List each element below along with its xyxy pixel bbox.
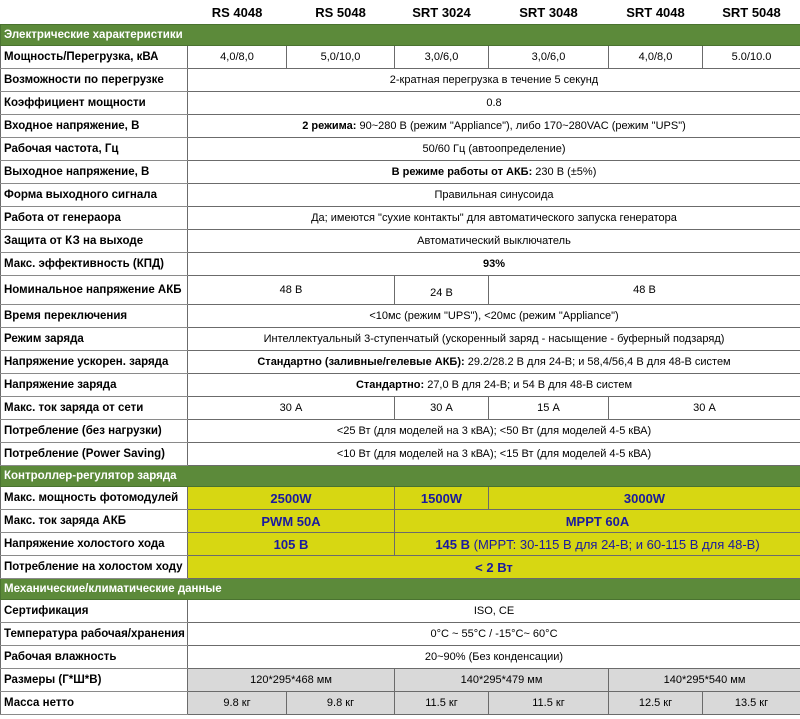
cell-value: 30 А — [395, 397, 489, 420]
row-label: Макс. ток заряда от сети — [1, 397, 188, 420]
table-row — [1, 184, 800, 207]
cell-value: Автоматический выключатель — [188, 230, 800, 253]
table-row — [1, 207, 800, 230]
table-row — [1, 556, 800, 579]
row-label: Возможности по перегрузке — [1, 69, 188, 92]
header-blank — [1, 0, 188, 25]
cell-value: 13.5 кг — [703, 692, 800, 715]
cell-value: 2500W — [188, 487, 395, 510]
cell-value-text: 90~280 В (режим "Appliance"), либо 170~280VAC (режим "UPS") — [356, 120, 686, 132]
cell-value: 9.8 кг — [188, 692, 287, 715]
cell-value: 0.8 — [188, 92, 800, 115]
table-row — [1, 46, 800, 69]
model-header-row — [1, 0, 800, 25]
model-header: SRT 3024 — [395, 0, 489, 25]
table-row — [1, 69, 800, 92]
cell-value: 50/60 Гц (автоопределение) — [188, 138, 800, 161]
cell-value-text: 29.2/28.2 В для 24-В; и 58,4/56,4 В для 48-В систем — [464, 356, 731, 368]
section-title: Механические/климатические данные — [1, 579, 800, 600]
row-label: Режим заряда — [1, 328, 188, 351]
table-row — [1, 669, 800, 692]
cell-value: 15 А — [489, 397, 609, 420]
cell-value: 24 В — [395, 276, 489, 305]
section-header-mechanical — [1, 579, 800, 600]
cell-value: 30 А — [609, 397, 800, 420]
row-label: Напряжение заряда — [1, 374, 188, 397]
table-row — [1, 420, 800, 443]
cell-value-bold: Стандартно: — [355, 379, 425, 391]
table-row — [1, 443, 800, 466]
cell-value: 105 В — [188, 533, 395, 556]
cell-value: 2-кратная перегрузка в течение 5 секунд — [188, 69, 800, 92]
model-header: RS 4048 — [188, 0, 287, 25]
cell-value-text: 230 В (±5%) — [532, 166, 597, 178]
cell-value: 11.5 кг — [489, 692, 609, 715]
cell-value: 30 А — [188, 397, 395, 420]
cell-value: <10 Вт (для моделей на 3 кВА); <15 Вт (для моделей 4-5 кВА) — [188, 443, 800, 466]
table-row — [1, 600, 800, 623]
cell-value: Да; имеются "сухие контакты" для автоматического запуска генератора — [188, 207, 800, 230]
table-row — [1, 397, 800, 420]
cell-value: < 2 Вт — [188, 556, 800, 579]
cell-value-bold: Стандартно (заливные/гелевые АКБ): — [257, 356, 465, 368]
row-label: Температура рабочая/хранения — [1, 623, 188, 646]
cell-value: PWM 50A — [188, 510, 395, 533]
table-row — [1, 374, 800, 397]
table-row — [1, 692, 800, 715]
cell-value: 4,0/8,0 — [188, 46, 287, 69]
row-label: Выходное напряжение, В — [1, 161, 188, 184]
row-label: Макс. ток заряда АКБ — [1, 510, 188, 533]
cell-value-bold: 145 В — [435, 536, 471, 552]
row-label: Сертификация — [1, 600, 188, 623]
row-label: Работа от генераора — [1, 207, 188, 230]
cell-value-note: (MPPT: 30-115 В для 24-В; и 60-115 В для 48-В) — [470, 536, 760, 552]
cell-value: 12.5 кг — [609, 692, 703, 715]
row-label: Напряжение холостого хода — [1, 533, 188, 556]
cell-value-text: 27,0 В для 24-В; и 54 В для 48-В систем — [424, 379, 633, 391]
row-label: Масса нетто — [1, 692, 188, 715]
cell-value: 3,0/6,0 — [489, 46, 609, 69]
cell-value: Правильная синусоида — [188, 184, 800, 207]
row-label: Форма выходного сигнала — [1, 184, 188, 207]
cell-value — [395, 533, 800, 556]
row-label: Номинальное напряжение АКБ — [1, 276, 188, 305]
model-header: SRT 5048 — [703, 0, 800, 25]
cell-value — [188, 374, 800, 397]
section-title: Электрические характеристики — [1, 25, 800, 46]
model-header: RS 5048 — [287, 0, 395, 25]
table-row — [1, 510, 800, 533]
row-label: Время переключения — [1, 305, 188, 328]
cell-value: MPPT 60A — [395, 510, 800, 533]
cell-value: 5,0/10,0 — [287, 46, 395, 69]
table-row — [1, 487, 800, 510]
cell-value: 1500W — [395, 487, 489, 510]
section-header-controller — [1, 466, 800, 487]
table-row — [1, 276, 800, 305]
row-label: Мощность/Перегрузка, кВА — [1, 46, 188, 69]
model-header: SRT 3048 — [489, 0, 609, 25]
table-row — [1, 253, 800, 276]
row-label: Потребление на холостом ходу — [1, 556, 188, 579]
cell-value: 140*295*540 мм — [609, 669, 800, 692]
cell-value: 11.5 кг — [395, 692, 489, 715]
cell-value: 48 В — [188, 276, 395, 305]
table-row — [1, 92, 800, 115]
cell-value: <25 Вт (для моделей на 3 кВА); <50 Вт (для моделей 4-5 кВА) — [188, 420, 800, 443]
table-row — [1, 328, 800, 351]
section-header-electrical — [1, 25, 800, 46]
cell-value — [188, 351, 800, 374]
cell-value: ISO, CE — [188, 600, 800, 623]
table-row — [1, 305, 800, 328]
row-label: Потребление (Power Saving) — [1, 443, 188, 466]
row-label: Рабочая влажность — [1, 646, 188, 669]
row-label: Макс. мощность фотомодулей — [1, 487, 188, 510]
cell-value: 4,0/8,0 — [609, 46, 703, 69]
model-header: SRT 4048 — [609, 0, 703, 25]
cell-value: Интеллектуальный 3-ступенчатый (ускоренный заряд - насыщение - буферный подзаряд) — [188, 328, 800, 351]
table-row — [1, 230, 800, 253]
cell-value: 48 В — [489, 276, 800, 305]
cell-value: 5.0/10.0 — [703, 46, 800, 69]
table-row — [1, 115, 800, 138]
row-label: Защита от КЗ на выходе — [1, 230, 188, 253]
row-label: Потребление (без нагрузки) — [1, 420, 188, 443]
cell-value: <10мс (режим "UPS"), <20мс (режим "Appliance") — [188, 305, 800, 328]
table-row — [1, 646, 800, 669]
row-label: Макс. эффективность (КПД) — [1, 253, 188, 276]
table-row — [1, 351, 800, 374]
row-label: Коэффициент мощности — [1, 92, 188, 115]
table-row — [1, 623, 800, 646]
cell-value — [188, 115, 800, 138]
cell-value: 140*295*479 мм — [395, 669, 609, 692]
cell-value: 93% — [188, 253, 800, 276]
table-row — [1, 138, 800, 161]
table-row — [1, 533, 800, 556]
cell-value-bold: 2 режима: — [302, 120, 357, 132]
cell-value: 9.8 кг — [287, 692, 395, 715]
section-title: Контроллер-регулятор заряда — [1, 466, 800, 487]
cell-value: 0°C ~ 55°C / -15°C~ 60°C — [188, 623, 800, 646]
cell-value: 120*295*468 мм — [188, 669, 395, 692]
table-row — [1, 161, 800, 184]
row-label: Рабочая частота, Гц — [1, 138, 188, 161]
cell-value — [188, 161, 800, 184]
row-label: Напряжение ускорен. заряда — [1, 351, 188, 374]
cell-value: 3,0/6,0 — [395, 46, 489, 69]
row-label: Размеры (Г*Ш*В) — [1, 669, 188, 692]
row-label: Входное напряжение, В — [1, 115, 188, 138]
cell-value: 20~90% (Без конденсации) — [188, 646, 800, 669]
cell-value-bold: В режиме работы от АКБ: — [391, 166, 533, 178]
cell-value: 3000W — [489, 487, 800, 510]
